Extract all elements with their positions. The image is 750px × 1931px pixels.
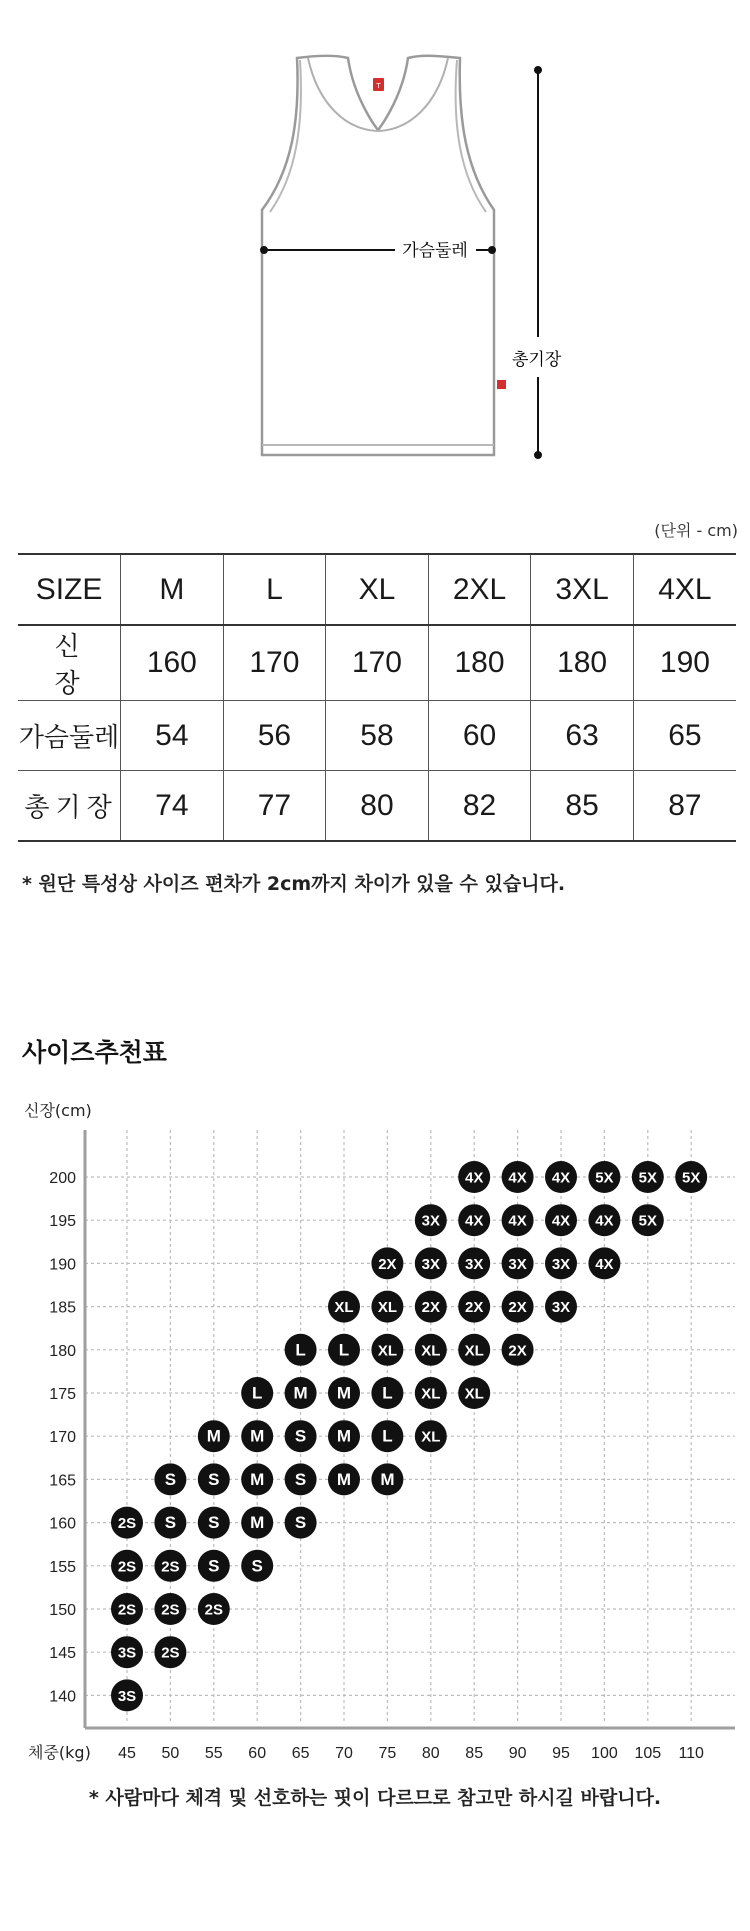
size-header-label: SIZE (35, 572, 103, 606)
size-marker-label: XL (421, 1342, 441, 1360)
size-marker-label: M (336, 1383, 352, 1403)
size-col-4xl: 4XL (633, 554, 736, 625)
size-marker-label: 2X (378, 1255, 397, 1273)
size-marker-label: 2S (161, 1601, 180, 1619)
y-tick-label: 195 (49, 1213, 76, 1231)
size-marker-label: S (208, 1469, 220, 1489)
size-marker-label: XL (464, 1385, 484, 1403)
table-cell: 87 (633, 771, 736, 842)
table-cell: 180 (531, 625, 634, 701)
table-cell: 60 (428, 701, 531, 771)
brand-tag (373, 78, 384, 91)
table-cell: 180 (428, 625, 531, 701)
size-marker-label: S (164, 1469, 177, 1489)
size-marker-label: 4X (551, 1169, 571, 1187)
table-cell: 63 (531, 701, 634, 771)
y-tick-label: 170 (49, 1429, 76, 1447)
table-cell: 77 (223, 771, 326, 842)
size-marker-label: 4X (551, 1212, 571, 1230)
size-col-2xl: 2XL (428, 554, 531, 625)
y-tick-label: 175 (49, 1386, 76, 1403)
y-tick-label: 145 (49, 1645, 76, 1663)
size-marker-label: L (382, 1383, 393, 1403)
size-marker-label: L (252, 1383, 263, 1403)
size-col-m: M (121, 554, 224, 625)
y-tick-label: 190 (49, 1256, 76, 1274)
table-cell: 54 (121, 701, 224, 771)
size-marker-label: XL (377, 1342, 397, 1360)
table-row-chest (18, 701, 736, 771)
table-cell: 56 (223, 701, 326, 771)
table-cell: 74 (121, 771, 224, 842)
y-tick-label: 165 (49, 1472, 76, 1490)
size-marker-label: 4X (595, 1255, 614, 1273)
table-cell: 58 (326, 701, 429, 771)
y-tick-label: 185 (49, 1299, 76, 1317)
size-marker-label: 3X (421, 1255, 440, 1273)
y-tick-label: 180 (49, 1342, 76, 1360)
size-marker-label: 4X (465, 1212, 484, 1230)
size-marker-label: M (380, 1469, 395, 1489)
size-marker-label: 2X (421, 1299, 440, 1317)
y-axis-label: 신장(cm) (24, 1101, 92, 1120)
table-cell: 80 (326, 771, 429, 842)
size-marker-label: 4X (508, 1169, 527, 1187)
size-marker-label: 2S (117, 1558, 137, 1576)
size-marker-label: XL (334, 1299, 354, 1317)
x-tick-label: 70 (335, 1745, 353, 1762)
x-tick-label: 45 (118, 1745, 136, 1762)
table-cell: 190 (633, 625, 736, 701)
size-marker-label: 5X (638, 1169, 657, 1187)
size-marker-label: 3X (551, 1255, 571, 1273)
size-marker-label: 2S (161, 1644, 180, 1662)
size-marker-label: M (336, 1426, 352, 1446)
size-marker-label: 5X (638, 1212, 657, 1230)
size-marker-label: M (293, 1383, 308, 1403)
x-axis-label: 체중(kg) (28, 1743, 91, 1762)
size-marker-label: XL (421, 1385, 441, 1403)
size-marker-label: S (208, 1556, 220, 1576)
size-marker-label: 2S (204, 1601, 223, 1619)
unit-note: (단위 - cm) (654, 521, 738, 540)
length-label: 총기장 (512, 350, 562, 370)
x-tick-label: 65 (291, 1745, 310, 1762)
chest-label: 가슴둘레 (402, 241, 468, 261)
x-tick-label: 90 (508, 1745, 527, 1762)
size-marker-label: 4X (465, 1169, 484, 1187)
x-tick-label: 100 (591, 1745, 618, 1762)
size-marker-label: 3X (465, 1255, 484, 1273)
size-marker-label: M (250, 1426, 265, 1446)
size-marker-label: 2S (117, 1601, 137, 1619)
size-marker-label: 4X (508, 1212, 527, 1230)
size-marker-label: L (295, 1340, 306, 1360)
size-col-l: L (223, 554, 326, 625)
size-marker-label: S (164, 1513, 177, 1533)
size-marker-label: M (336, 1469, 352, 1489)
y-tick-label: 150 (49, 1602, 76, 1619)
y-tick-label: 160 (49, 1515, 76, 1533)
size-recommendation-chart (0, 1080, 750, 1770)
size-marker-label: L (382, 1426, 393, 1446)
size-marker-label: 3X (551, 1299, 571, 1317)
size-marker-label: M (250, 1469, 265, 1489)
recommendation-title: 사이즈추천표 (22, 1038, 167, 1067)
size-marker-label: M (250, 1513, 265, 1533)
size-marker-label: S (294, 1513, 307, 1533)
fit-disclaimer-note: * 사람마다 체격 및 선호하는 핏이 다르므로 참고만 하시길 바랍니다. (88, 1787, 662, 1809)
size-header-row (18, 554, 736, 625)
size-col-xl: XL (326, 554, 429, 625)
x-tick-label: 75 (378, 1745, 397, 1762)
size-col-3xl: 3XL (531, 554, 634, 625)
garment-diagram (0, 0, 750, 480)
table-cell: 170 (326, 625, 429, 701)
row-label-height: 신 장 (54, 632, 94, 699)
size-marker-label: 5X (595, 1169, 614, 1187)
svg-text:T: T (376, 82, 381, 90)
size-marker-label: 3X (508, 1255, 527, 1273)
table-cell: 85 (531, 771, 634, 842)
size-marker-label: 2X (508, 1299, 527, 1317)
row-label-chest: 가슴둘레 (18, 723, 120, 753)
size-marker-label: 2X (465, 1299, 484, 1317)
x-tick-label: 55 (204, 1745, 223, 1762)
table-row-length (18, 771, 736, 842)
size-marker-label: S (208, 1513, 220, 1533)
size-marker-label: XL (377, 1299, 397, 1317)
length-measure-line (535, 67, 541, 458)
size-table (18, 553, 736, 842)
y-tick-label: 140 (49, 1688, 76, 1706)
fabric-tolerance-note: * 원단 특성상 사이즈 편차가 2cm까지 차이가 있을 수 있습니다. (22, 873, 566, 895)
size-marker-label: XL (464, 1342, 484, 1360)
x-tick-label: 50 (161, 1745, 180, 1762)
table-cell: 65 (633, 701, 736, 771)
x-tick-label: 95 (552, 1745, 570, 1762)
x-tick-label: 105 (634, 1745, 662, 1762)
size-marker-label: 2S (161, 1558, 180, 1576)
x-tick-label: 60 (248, 1745, 267, 1762)
table-cell: 82 (428, 771, 531, 842)
table-row-height (18, 625, 736, 701)
row-label-length: 총기장 (24, 793, 118, 823)
size-marker-label: 2S (117, 1515, 137, 1533)
size-marker-label: XL (421, 1428, 441, 1446)
x-tick-label: 110 (678, 1745, 704, 1762)
y-tick-label: 155 (49, 1558, 76, 1576)
x-tick-label: 80 (421, 1745, 440, 1762)
size-marker-label: 3S (117, 1644, 137, 1662)
y-tick-label: 200 (49, 1170, 76, 1187)
size-marker-label: 2X (508, 1342, 527, 1360)
table-cell: 170 (223, 625, 326, 701)
x-tick-label: 85 (465, 1745, 484, 1762)
size-marker-label: S (294, 1426, 307, 1446)
size-marker-label: S (251, 1556, 263, 1576)
size-marker-label: 3X (421, 1212, 440, 1230)
size-marker-label: 3S (117, 1687, 137, 1705)
table-cell: 160 (121, 625, 224, 701)
side-label-tag (497, 380, 506, 389)
size-marker-label: 4X (595, 1212, 614, 1230)
size-marker-label: S (294, 1469, 307, 1489)
size-marker-label: 5X (682, 1169, 701, 1187)
size-marker-label: M (206, 1426, 221, 1446)
size-marker-label: L (338, 1340, 350, 1360)
